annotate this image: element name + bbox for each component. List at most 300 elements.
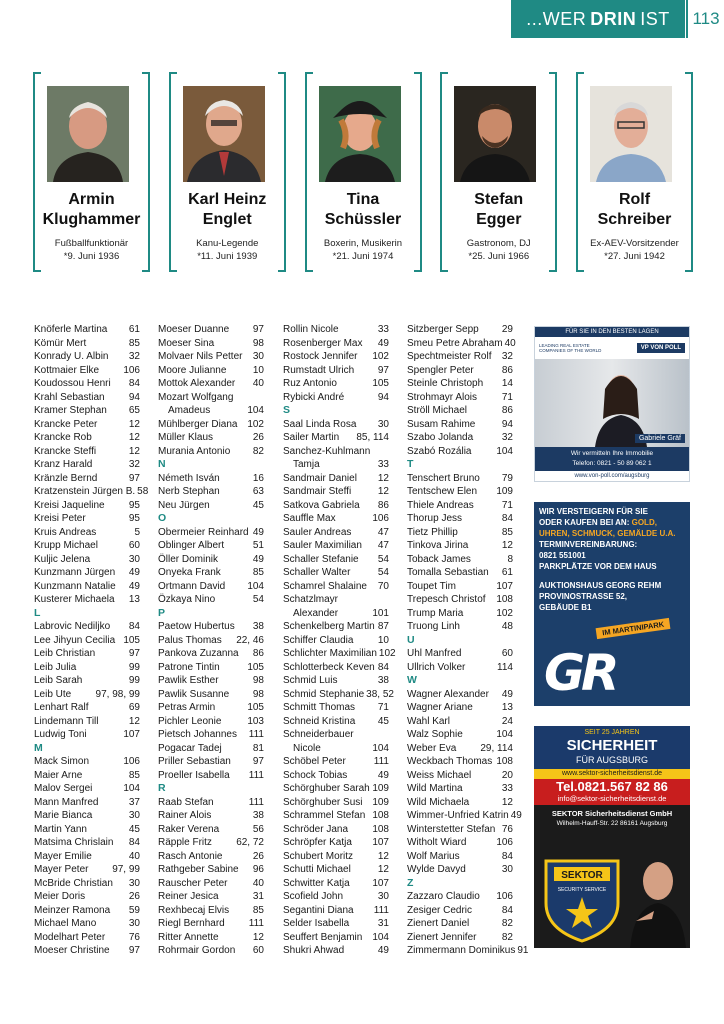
entry-name: Schatzlmayr	[283, 594, 339, 605]
index-entry	[283, 850, 389, 864]
index-entry	[34, 944, 140, 958]
entry-name: Modelhart Peter	[34, 931, 106, 943]
entry-name: Mack Simon	[34, 756, 90, 767]
entry-page: 12	[377, 864, 389, 875]
entry-name: Weiss Michael	[407, 769, 472, 781]
entry-name: Truong Linh	[407, 621, 460, 632]
index-entry	[34, 647, 140, 661]
index-entry	[283, 566, 389, 580]
person-card	[33, 72, 150, 272]
entry-name: Schenkelberg Martin	[283, 621, 375, 632]
entry-page: 82	[501, 918, 513, 929]
entry-name: Tomalla Sebastian	[407, 567, 489, 578]
entry-name: Rollin Nicole	[283, 324, 339, 335]
portrait-photo	[47, 86, 129, 182]
entry-name: Müller Klaus	[158, 432, 214, 443]
entry-page	[387, 445, 389, 459]
entry-page: 65	[128, 405, 140, 416]
index-entry	[407, 904, 513, 918]
index-entry	[34, 769, 140, 783]
index-entry	[34, 377, 140, 391]
entry-page: 13	[128, 594, 140, 605]
ad-line: SEIT 25 JAHREN	[534, 726, 690, 738]
index-entry	[158, 485, 264, 499]
entry-name: Reiner Jesica	[158, 891, 219, 902]
entry-page: 49	[377, 945, 389, 956]
entry-name: Pawlik Susanne	[158, 688, 230, 700]
entry-name: Murania Antonio	[158, 445, 231, 457]
entry-page: 31	[377, 918, 389, 929]
portrait-photo	[454, 86, 536, 182]
entry-name: Schröder Jana	[283, 823, 349, 835]
entry-page: 84	[501, 513, 513, 524]
entry-page: 45	[377, 715, 389, 727]
index-entry	[158, 850, 264, 864]
index-entry	[283, 661, 389, 675]
index-entry	[283, 431, 389, 445]
index-entry	[34, 634, 140, 648]
agent-photo	[535, 359, 689, 447]
entry-page: 102	[372, 351, 389, 362]
index-entry	[407, 364, 513, 378]
entry-page: 29	[501, 324, 513, 335]
entry-page: 103	[247, 715, 264, 727]
index-entry	[34, 782, 140, 796]
entry-page: 54	[377, 553, 389, 565]
entry-name: Satkova Gabriela	[283, 499, 360, 511]
entry-page: 84	[128, 378, 140, 389]
index-entry	[283, 890, 389, 904]
index-entry	[407, 823, 513, 837]
entry-page: 38	[252, 621, 264, 632]
entry-name: Labrovic Nediljko	[34, 621, 111, 632]
entry-name: Segantini Diana	[283, 904, 354, 916]
entry-page: 111	[373, 756, 389, 767]
index-column-2	[158, 323, 264, 958]
entry-page: 10	[377, 634, 389, 646]
index-entry	[283, 917, 389, 931]
entry-page: 49	[510, 810, 522, 821]
entry-page: 10	[252, 364, 264, 376]
person-card	[305, 72, 422, 272]
person-desc: Kanu-Legende *11. Juni 1939	[196, 238, 259, 262]
agent-name: Gabriele Gräf	[635, 434, 685, 443]
entry-page: 97	[128, 945, 140, 956]
entry-page: 108	[496, 756, 513, 767]
entry-name: Mayer Peter	[34, 864, 89, 875]
person-desc: Fußballfunktionär *9. Juni 1936	[54, 238, 129, 262]
entry-name: Ullrich Volker	[407, 661, 466, 673]
entry-name: Schörghuber Susi	[283, 796, 363, 808]
index-entry	[158, 917, 264, 931]
entry-name: Rasch Antonie	[158, 850, 223, 862]
index-entry	[283, 337, 389, 351]
entry-name: Kränzle Bernd	[34, 472, 98, 484]
entry-page: 29, 114	[480, 742, 513, 754]
entry-page: 14	[501, 378, 513, 389]
entry-page: 96	[252, 864, 264, 875]
entry-page: 87	[377, 621, 389, 632]
index-entry	[407, 377, 513, 391]
index-entry	[34, 418, 140, 432]
entry-page: 24	[501, 715, 513, 727]
entry-name: Tietz Phillip	[407, 526, 458, 538]
entry-page: 30	[252, 351, 264, 362]
index-entry	[158, 634, 264, 648]
person-card	[169, 72, 286, 272]
entry-name: Krupp Michael	[34, 540, 98, 551]
entry-page: 40	[504, 337, 516, 349]
index-entry	[407, 499, 513, 513]
entry-name: Ströll Michael	[407, 405, 468, 416]
entry-page: 108	[496, 594, 513, 605]
entry-name: Michael Mano	[34, 918, 97, 929]
index-letter: Z	[407, 876, 414, 889]
entry-page: 26	[252, 432, 264, 443]
index-entry	[34, 499, 140, 513]
entry-name: Thorup Jess	[407, 513, 463, 524]
ad-line: GEBÄUDE B1	[539, 603, 592, 612]
entry-page: 32	[501, 432, 513, 443]
index-entry	[158, 661, 264, 675]
entry-page: 76	[128, 931, 140, 943]
entry-page: 12	[252, 931, 264, 943]
index-entry	[158, 796, 264, 810]
index-entry	[407, 796, 513, 810]
entry-name: Pankova Zuzanna	[158, 648, 239, 659]
index-entry	[158, 809, 264, 823]
index-entry	[283, 674, 389, 688]
index-entry	[34, 391, 140, 405]
entry-name: Sandmair Steffi	[283, 486, 352, 497]
index-entry	[158, 391, 264, 405]
entry-name: Zazzaro Claudio	[407, 891, 480, 902]
entry-name: Wild Michaela	[407, 796, 470, 808]
index-entry	[407, 526, 513, 540]
entry-page: 32	[128, 351, 140, 362]
entry-page: 97	[128, 472, 140, 484]
entry-name: Zesiger Cedric	[407, 904, 473, 916]
entry-page: 54	[252, 594, 264, 605]
entry-name: Winterstetter Stefan	[407, 823, 496, 835]
entry-page: 49	[252, 526, 264, 538]
index-entry	[158, 620, 264, 634]
entry-page: 98	[252, 337, 264, 349]
index-entry	[283, 688, 394, 702]
entry-page: 94	[128, 391, 140, 403]
ad-auction[interactable]	[534, 502, 690, 706]
person-desc: Boxerin, Musikerin *21. Juni 1974	[323, 238, 403, 262]
index-entry	[34, 701, 140, 715]
entry-name: Krancke Peter	[34, 418, 98, 430]
entry-name: Sauffle Max	[283, 513, 336, 524]
page-number: 113	[686, 0, 724, 38]
entry-page: 38, 52	[366, 688, 394, 700]
ad-address: Wilhelm-Hauff-Str. 22 86161 Augsburg	[556, 820, 668, 827]
index-entry	[283, 755, 389, 769]
entry-name: Knöferle Martina	[34, 324, 108, 335]
entry-name: Mayer Emilie	[34, 850, 92, 862]
index-entry	[34, 688, 140, 702]
entry-name: Lenhart Ralf	[34, 702, 89, 713]
gr-logo: GR	[544, 644, 616, 702]
entry-page: 5	[134, 526, 140, 538]
entry-name: Alexander	[293, 607, 339, 619]
index-entry	[34, 863, 140, 877]
entry-name: Mottok Alexander	[158, 378, 236, 389]
header-bold: DRIN	[590, 8, 637, 29]
entry-name: Rumstadt Ulrich	[283, 364, 355, 376]
index-entry	[407, 782, 513, 796]
entry-page: 106	[123, 364, 140, 376]
index-entry	[283, 607, 389, 621]
entry-name: Schock Tobias	[283, 769, 348, 781]
index-entry	[34, 917, 140, 931]
entry-name: Sanchez-Kuhlmann	[283, 445, 371, 457]
ad-email[interactable]: info@sektor-sicherheitsdienst.de	[534, 794, 690, 805]
entry-page: 97	[252, 756, 264, 767]
index-entry	[283, 823, 389, 837]
entry-name: Schneiderbauer	[283, 729, 354, 740]
entry-name: Trepesch Christof	[407, 594, 486, 605]
entry-page: 104	[247, 580, 264, 592]
entry-page: 71	[501, 391, 513, 403]
ad-security[interactable]	[534, 726, 690, 948]
entry-page: 54	[377, 567, 389, 578]
entry-page: 108	[372, 810, 389, 821]
entry-page: 84	[128, 621, 140, 632]
entry-name: Schutti Michael	[283, 864, 351, 875]
entry-page: 60	[252, 945, 264, 956]
index-entry	[407, 728, 513, 742]
entry-page: 49	[252, 553, 264, 565]
entry-name: Pichler Leonie	[158, 715, 222, 727]
entry-page: 56	[252, 823, 264, 835]
entry-page: 102	[378, 648, 396, 659]
entry-page: 30	[128, 553, 140, 565]
index-entry	[158, 323, 264, 337]
entry-page: 61	[501, 567, 513, 578]
entry-name: Moeser Sina	[158, 337, 215, 349]
entry-name: Amadeus	[168, 405, 211, 416]
entry-name: Ludwig Toni	[34, 729, 87, 740]
entry-page: 111	[373, 904, 389, 916]
entry-page: 12	[377, 486, 389, 497]
entry-name: Wimmer-Unfried Katrin	[407, 810, 509, 821]
entry-name: Kömür Mert	[34, 337, 87, 349]
entry-page: 12	[128, 432, 140, 443]
entry-page: 111	[248, 796, 264, 808]
index-entry	[158, 944, 264, 958]
entry-name: Schneid Kristina	[283, 715, 356, 727]
entry-page: 105	[123, 634, 140, 646]
index-letter: R	[158, 782, 166, 794]
entry-page: 62, 72	[236, 837, 264, 848]
index-entry	[34, 593, 140, 607]
index-entry	[34, 566, 140, 580]
entry-name: Marie Bianca	[34, 810, 93, 821]
index-entry	[158, 647, 264, 661]
entry-name: Wild Martina	[407, 783, 463, 794]
entry-page: 111	[248, 769, 264, 781]
ad-url[interactable]: www.sektor-sicherheitsdienst.de	[534, 769, 690, 779]
entry-page: 85	[128, 769, 140, 781]
entry-name: Molvaer Nils Petter	[158, 351, 243, 362]
entry-page: 38	[252, 810, 264, 821]
entry-page	[387, 728, 389, 742]
ad-real-estate[interactable]	[534, 326, 690, 482]
entry-page: 30	[128, 877, 140, 889]
entry-name: Palus Thomas	[158, 634, 222, 646]
entry-page: 61	[128, 324, 140, 335]
entry-name: Wylde Davyd	[407, 864, 466, 875]
entry-name: Sitzberger Sepp	[407, 324, 479, 335]
index-entry	[158, 431, 264, 445]
index-entry	[407, 337, 516, 351]
entry-page: 108	[372, 823, 389, 835]
index-entry	[158, 404, 264, 418]
entry-page: 104	[247, 405, 264, 416]
entry-page: 106	[372, 513, 389, 524]
index-entry	[158, 364, 264, 378]
person-name: Stefan Egger	[474, 191, 524, 228]
entry-name: Raab Stefan	[158, 796, 214, 808]
entry-page: 114	[497, 661, 513, 673]
entry-page: 33	[501, 783, 513, 794]
entry-name: Schwitter Katja	[283, 877, 350, 889]
entry-page: 99	[128, 661, 140, 673]
entry-name: Saal Linda Rosa	[283, 418, 357, 430]
entry-page: 107	[372, 837, 389, 848]
entry-page: 95	[128, 499, 140, 511]
index-entry	[407, 931, 513, 945]
entry-name: Rostock Jennifer	[283, 351, 358, 362]
index-entry	[34, 458, 140, 472]
person-name: Karl Heinz Englet	[188, 191, 267, 228]
entry-page: 85	[252, 904, 264, 916]
index-entry	[158, 823, 264, 837]
entry-page: 99	[128, 675, 140, 686]
index-letter: S	[283, 404, 291, 416]
entry-name: Trump Maria	[407, 607, 464, 619]
index-entry	[283, 364, 389, 378]
entry-page: 69	[128, 702, 140, 713]
entry-page: 16	[252, 472, 264, 484]
entry-page: 58	[137, 486, 149, 497]
entry-page: 49	[501, 688, 513, 700]
entry-page: 76	[501, 823, 513, 835]
index-entry	[34, 755, 140, 769]
entry-page	[262, 391, 264, 405]
index-entry	[407, 391, 513, 405]
entry-page: 26	[128, 891, 140, 902]
svg-text:SECURITY SERVICE: SECURITY SERVICE	[557, 887, 607, 893]
index-entry	[158, 499, 264, 513]
entry-name: Mann Manfred	[34, 796, 99, 808]
entry-page: 85, 114	[356, 432, 389, 443]
index-entry	[34, 404, 140, 418]
index-entry	[158, 418, 264, 432]
entry-name: Wagner Ariane	[407, 702, 473, 713]
entry-name: Kuljic Jelena	[34, 553, 91, 565]
index-entry	[34, 323, 140, 337]
entry-page: 106	[123, 756, 140, 767]
entry-name: Proeller Isabella	[158, 769, 230, 781]
entry-name: Susam Rahime	[407, 418, 476, 430]
entry-page: 12	[501, 540, 513, 551]
index-entry	[34, 850, 140, 864]
entry-page: 45	[128, 823, 140, 835]
entry-name: Zienert Daniel	[407, 918, 470, 929]
entry-page: 8	[507, 553, 513, 565]
entry-name: Oblinger Albert	[158, 540, 225, 551]
index-entry	[34, 890, 140, 904]
entry-page: 33	[377, 459, 389, 470]
entry-name: Kunzmann Jürgen	[34, 567, 116, 578]
entry-name: Schaller Walter	[283, 567, 351, 578]
ad-headline: SICHERHEIT	[534, 738, 690, 754]
person-card	[440, 72, 557, 272]
entry-page: 40	[128, 850, 140, 862]
entry-page: 20	[501, 769, 513, 781]
index-entry	[34, 661, 140, 675]
index-entry	[407, 539, 513, 553]
entry-name: Leib Ute	[34, 688, 72, 700]
index-entry	[34, 539, 140, 553]
entry-name: Räpple Fritz	[158, 837, 212, 848]
entry-name: Ruz Antonio	[283, 378, 337, 389]
entry-page: 104	[496, 729, 513, 740]
ad-url[interactable]: www.von-poll.com/augsburg	[574, 473, 650, 479]
person-desc: Gastronom, DJ *25. Juni 1966	[466, 238, 531, 262]
index-column-4	[407, 323, 529, 958]
index-entry	[283, 539, 389, 553]
index-entry	[158, 539, 264, 553]
entry-name: Onyeka Frank	[158, 567, 221, 578]
entry-name: Schörghuber Sarah	[283, 783, 370, 794]
index-entry	[283, 836, 389, 850]
entry-page: 97	[252, 324, 264, 335]
entry-name: Toupet Tim	[407, 580, 456, 592]
entry-name: Uhl Manfred	[407, 648, 462, 659]
entry-page: 85	[252, 567, 264, 578]
index-entry	[283, 809, 389, 823]
entry-page: 84	[501, 904, 513, 916]
entry-page: 40	[252, 378, 264, 389]
entry-name: Özkaya Nino	[158, 594, 216, 605]
entry-page: 30	[501, 864, 513, 875]
entry-page: 109	[496, 486, 513, 497]
svg-text:SEKTOR: SEKTOR	[561, 870, 603, 881]
header-prefix: ...WER	[526, 8, 587, 29]
guard-photo	[626, 851, 688, 948]
entry-name: Szabo Jolanda	[407, 432, 474, 443]
entry-name: Seuffert Benjamin	[283, 931, 363, 943]
entry-name: Moeser Duanne	[158, 324, 230, 335]
index-entry	[158, 715, 264, 729]
entry-page: 104	[496, 445, 513, 457]
entry-name: Schamrel Shalaine	[283, 580, 367, 592]
entry-page: 26	[252, 850, 264, 862]
entry-name: Tinkova Jirina	[407, 540, 469, 551]
ad-line: WIR VERSTEIGERN FÜR SIE	[539, 507, 648, 516]
entry-page: 32	[501, 351, 513, 362]
entry-name: Leib Sarah	[34, 675, 83, 686]
index-entry	[407, 917, 513, 931]
index-entry	[407, 890, 513, 904]
index-entry	[158, 526, 264, 540]
ad-phone: Tel.0821.567 82 86	[534, 779, 690, 794]
